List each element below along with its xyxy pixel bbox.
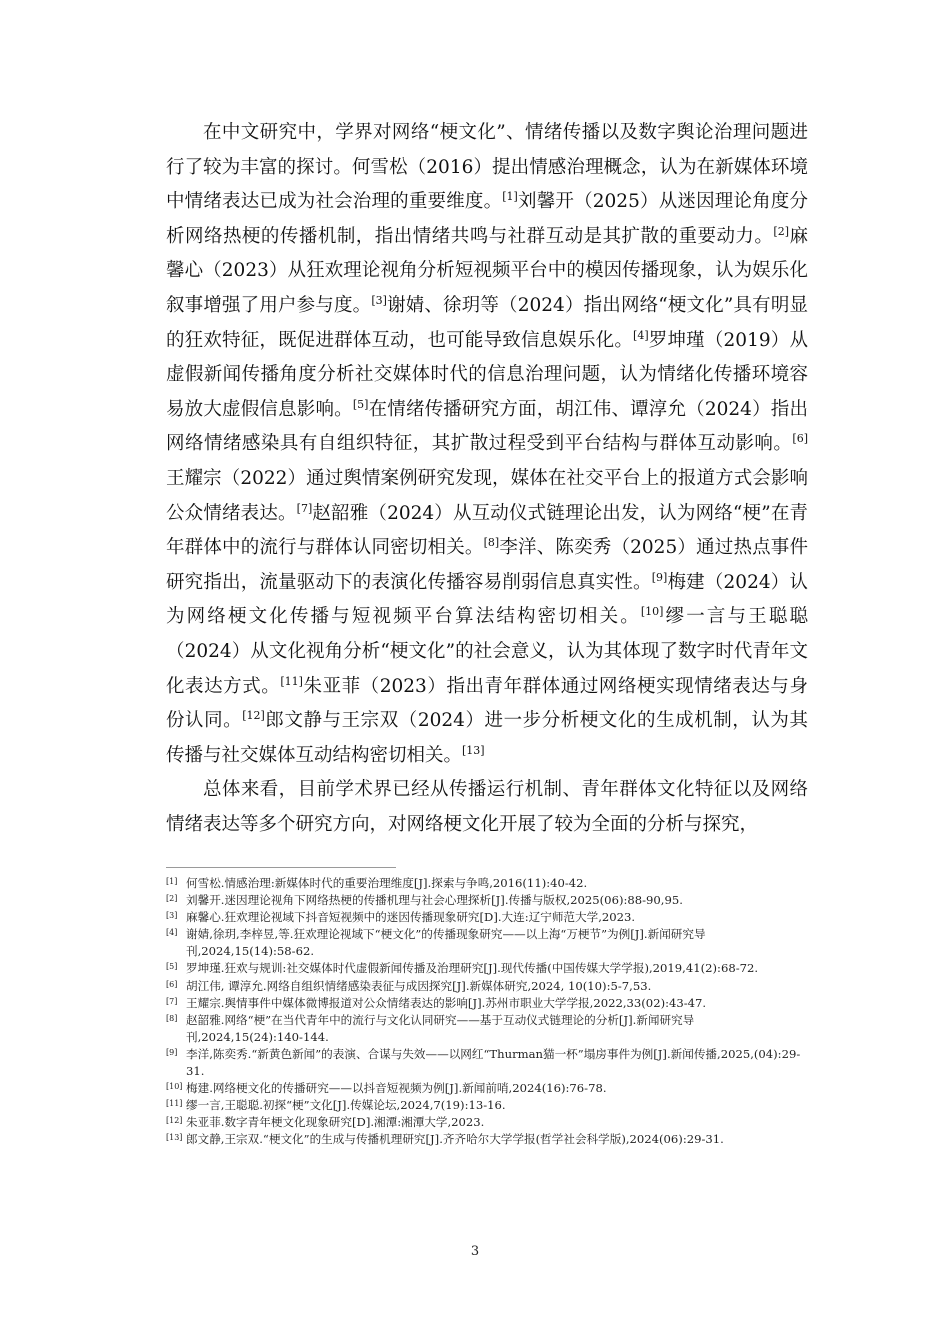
- body-text: [166, 116, 808, 842]
- footnote-marker: [6]: [166, 979, 178, 989]
- footnote-text: 谢婧,徐玥,李梓昱,等.狂欢理论视域下“梗文化”的传播现象研究——以上海“万梗节”为例[J].新闻研究导刊,2024,15(14):58-62.: [186, 927, 706, 959]
- citation-marker[interactable]: [7]: [296, 501, 313, 515]
- paragraph-text: 朱亚菲（2023）指出青年群体通过网络梗实现情绪表达与身份认同。: [166, 675, 808, 732]
- paragraph-text: 赵韶雅（2024）从互动仪式链理论出发，认为网络“梗”在青年群体中的流行与群体认同密切相关。: [166, 502, 808, 559]
- footnote-item: [166, 960, 808, 977]
- paragraph-text: 谢婧、徐玥等（2024）指出网络“梗文化”具有明显的狂欢特征，既促进群体互动，也可能导致信息娱乐化。: [166, 294, 808, 351]
- paragraph-text: 郎文静与王宗双（2024）进一步分析梗文化的生成机制，认为其传播与社交媒体互动结构密切相关。: [166, 710, 808, 766]
- footnote-text: 郎文静,王宗双.“梗文化”的生成与传播机理研究[J].齐齐哈尔大学学报(哲学社会科学版),2024(06):29-31.: [186, 1132, 724, 1147]
- footnote-marker: [10]: [166, 1082, 183, 1092]
- footnote-text: 王耀宗.舆情事件中媒体微博报道对公众情绪表达的影响[J].苏州市职业大学学报,2022,33(02):43-47.: [186, 995, 707, 1010]
- footnote-marker: [13]: [166, 1133, 183, 1143]
- footnote-item: [166, 926, 808, 960]
- footnote-text: 缪一言,王聪聪.初探“梗”文化[J].传媒论坛,2024,7(19):13-16.: [186, 1098, 506, 1113]
- citation-marker[interactable]: [8]: [483, 535, 500, 549]
- footnote-item: [166, 1097, 808, 1114]
- paragraph-text: 王耀宗（2022）通过舆情案例研究发现，媒体在社交平台上的报道方式会影响公众情绪表达。: [166, 467, 808, 524]
- footnote-item: [166, 1012, 808, 1046]
- footnote-marker: [9]: [166, 1047, 178, 1057]
- footnote-marker: [1]: [166, 877, 178, 886]
- footnote-marker: [7]: [166, 996, 178, 1006]
- citation-marker[interactable]: [5]: [352, 397, 369, 411]
- footnote-text: 梅建.网络梗文化的传播研究——以抖音短视频为例[J].新闻前哨,2024(16):76-78.: [186, 1081, 607, 1096]
- citation-marker[interactable]: [3]: [371, 293, 387, 307]
- footnote-text: 赵韶雅.网络“梗”在当代青年中的流行与文化认同研究——基于互动仪式链理论的分析[J].新闻研究导刊,2024,15(24):140-144.: [186, 1012, 695, 1044]
- footnote-text: 朱亚菲.数字青年梗文化现象研究[D].湘潭:湘潭大学,2023.: [186, 1115, 485, 1130]
- footnote-separator: [166, 867, 396, 868]
- citation-marker[interactable]: [11]: [280, 674, 303, 688]
- footnote-marker: [3]: [166, 911, 178, 921]
- citation-marker[interactable]: [12]: [242, 708, 265, 722]
- paragraph-text: 李洋、陈奕秀（2025）通过热点事件研究指出，流量驱动下的表演化传播容易削弱信息真实性。: [166, 537, 808, 593]
- footnote-item: [166, 1114, 808, 1131]
- citation-marker[interactable]: [4]: [633, 328, 649, 342]
- paragraph-text: 缪一言与王聪聪（2024）从文化视角分析“梗文化”的社会意义，认为其体现了数字时代青年文化表达方式。: [166, 606, 808, 697]
- paragraph-text: 梅建（2024）认为网络梗文化传播与短视频平台算法结构密切相关。: [166, 571, 808, 628]
- citation-marker[interactable]: [1]: [502, 190, 518, 204]
- footnote-marker: [12]: [166, 1116, 183, 1126]
- footnote-item: [166, 995, 808, 1012]
- footnote-text: 何雪松.情感治理:新媒体时代的重要治理维度[J].探索与争鸣,2016(11):40-42.: [186, 876, 588, 890]
- citation-marker[interactable]: [10]: [640, 605, 664, 619]
- footnote-item: [166, 909, 808, 926]
- footnote-item: [166, 978, 808, 995]
- citation-marker[interactable]: [6]: [792, 432, 808, 446]
- footnote-text: 胡江伟, 谭淳允.网络自组织情绪感染表征与成因探究[J].新媒体研究,2024, 10(10):5-7,53.: [186, 978, 652, 993]
- footnote-text: 李洋,陈奕秀.“新黄色新闻”的表演、合谋与失效——以网红“Thurman猫一杯”塌房事件为例[J].新闻传播,2025,(04):29-31.: [186, 1046, 801, 1079]
- footnote-marker: [8]: [166, 1013, 178, 1023]
- footnote-item: [166, 892, 808, 909]
- footnote-item: [166, 1131, 808, 1148]
- citation-marker[interactable]: [13]: [462, 743, 485, 757]
- citation-marker[interactable]: [2]: [773, 224, 789, 238]
- footnote-marker: [5]: [166, 962, 178, 972]
- footnote-marker: [11]: [166, 1099, 183, 1109]
- footnote-item: [166, 1080, 808, 1097]
- paragraph-text: 在情绪传播研究方面，胡江伟、谭淳允（2024）指出网络情绪感染具有自组织特征，其扩散过程受到平台结构与群体互动影响。: [166, 398, 808, 455]
- footnote-text: 刘馨开.迷因理论视角下网络热梗的传播机理与社会心理探析[J].传播与版权,2025(06):88-90,95.: [186, 893, 683, 908]
- footnote-item: [166, 1046, 808, 1080]
- body-paragraph: [166, 116, 808, 773]
- footnote-text: 麻馨心.狂欢理论视域下抖音短视频中的迷因传播现象研究[D].大连:辽宁师范大学,2023.: [186, 910, 636, 925]
- paragraph-text: 刘馨开（2025）从迷因理论角度分析网络热梗的传播机制，指出情绪共鸣与社群互动是其扩散的重要动力。: [166, 191, 808, 247]
- paragraph-text: 麻馨心（2023）从狂欢理论视角分析短视频平台中的模因传播现象，认为娱乐化叙事增强了用户参与度。: [166, 225, 808, 316]
- footnotes: [166, 875, 808, 1149]
- page-number: 3: [470, 1244, 480, 1259]
- paragraph-text: 总体来看，目前学术界已经从传播运行机制、青年群体文化特征以及网络情绪表达等多个研究方向，对网络梗文化开展了较为全面的分析与探究，: [166, 779, 808, 835]
- body-paragraph: [166, 773, 808, 842]
- footnote-text: 罗坤瑾.狂欢与规训:社交媒体时代虚假新闻传播及治理研究[J].现代传播(中国传媒大学学报),2019,41(2):68-72.: [186, 961, 759, 976]
- paragraph-text: 在中文研究中，学界对网络“梗文化”、情绪传播以及数字舆论治理问题进行了较为丰富的探讨。何雪松（2016）提出情感治理概念，认为在新媒体环境中情绪表达已成为社会治理的重要维度。: [166, 122, 808, 213]
- citation-marker[interactable]: [9]: [651, 570, 668, 584]
- paragraph-text: 罗坤瑾（2019）从虚假新闻传播角度分析社交媒体时代的信息治理问题，认为情绪化传播环境容易放大虚假信息影响。: [166, 329, 808, 420]
- footnote-marker: [2]: [166, 894, 178, 904]
- footnote-marker: [4]: [166, 928, 178, 938]
- footnote-item: [166, 875, 808, 892]
